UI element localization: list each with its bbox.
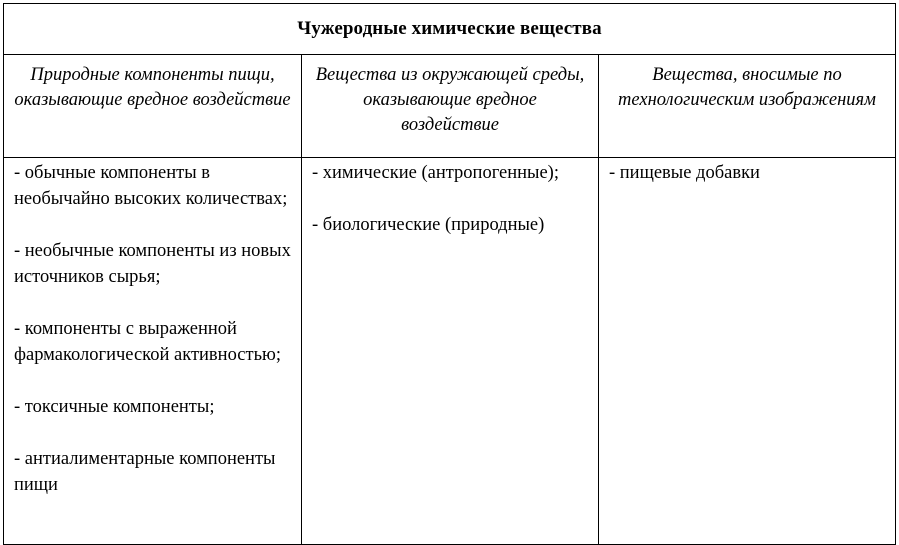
list-item: - пищевые добавки	[609, 163, 760, 183]
list-item: - обычные компоненты в необычайно высоких количествах;	[14, 163, 288, 209]
table-title: Чужеродные химические вещества	[4, 4, 896, 55]
chemicals-table	[3, 3, 896, 545]
table-body-row	[4, 158, 896, 545]
column-header-natural-components: Природные компоненты пищи, оказывающие вредное воздействие	[4, 55, 302, 158]
list-item: - токсичные компоненты;	[14, 397, 215, 417]
table-title-row	[4, 4, 896, 55]
list-item: - химические (антропогенные);	[312, 163, 559, 183]
column-technological-substances-list	[599, 158, 896, 545]
column-header-technological-substances: Вещества, вносимые по технологическим изображениям	[599, 55, 896, 158]
list-item: - компоненты с выраженной фармакологической активностью;	[14, 319, 281, 365]
list-item: - биологические (природные)	[312, 215, 545, 235]
column-environmental-substances-list	[302, 158, 599, 545]
column-natural-components-list	[4, 158, 302, 545]
column-header-environmental-substances: Вещества из окружающей среды, оказывающие вредное воздействие	[302, 55, 599, 158]
list-item: - необычные компоненты из новых источников сырья;	[14, 241, 291, 287]
table-header-row	[4, 55, 896, 158]
list-item: - антиалиментарные компоненты пищи	[14, 449, 276, 495]
